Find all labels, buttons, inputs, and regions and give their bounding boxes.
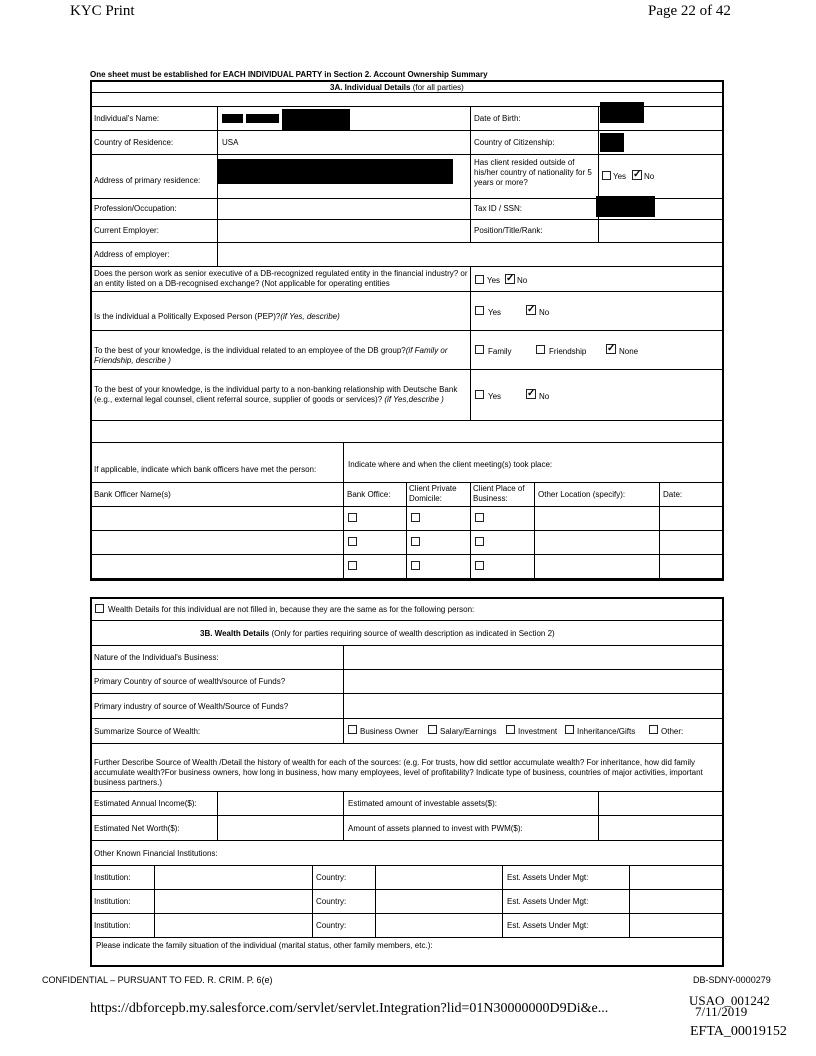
business-checkbox[interactable] (475, 561, 484, 570)
related-friendship-checkbox[interactable] (536, 345, 545, 354)
col-other-header: Other Location (specify): (538, 490, 626, 499)
officer-name-cell[interactable] (90, 506, 344, 531)
country-field[interactable] (375, 889, 503, 914)
country-field[interactable] (375, 913, 503, 938)
officers-label: If applicable, indicate which bank officers have met the person: (94, 465, 317, 474)
pep-no-checkbox-checked[interactable]: ✓ (527, 304, 536, 315)
nonbank-yes-checkbox[interactable] (475, 390, 484, 399)
dob-label: Date of Birth: (474, 114, 521, 123)
senior-no-checkbox-checked[interactable]: ✓ (506, 273, 515, 284)
redaction-block (246, 114, 279, 123)
name-label: Individual's Name: (94, 114, 160, 123)
net-worth-label: Estimated Net Worth($): (94, 824, 180, 833)
institution-field[interactable] (154, 913, 313, 938)
planned-label: Amount of assets planned to invest with PWM($): (348, 824, 523, 833)
industry-source-label: Primary industry of source of Wealth/Source of Funds? (94, 702, 289, 711)
nonbank-no-checkbox-checked[interactable]: ✓ (527, 388, 536, 399)
investable-label: Estimated amount of investable assets($): (348, 799, 497, 808)
col-domicile-header: Client Private Domicile: (409, 484, 457, 503)
domicile-checkbox[interactable] (411, 561, 420, 570)
related-family-checkbox[interactable] (475, 345, 484, 354)
family-situation-label: Please indicate the family situation of the individual (marital status, other family members, etc.): (96, 941, 433, 950)
col-date-header: Date: (663, 490, 683, 499)
planned-field[interactable] (598, 815, 724, 841)
nature-field[interactable] (343, 645, 724, 670)
officer-name-cell[interactable] (90, 530, 344, 555)
date-cell[interactable] (659, 554, 724, 579)
senior-yes-checkbox[interactable] (475, 275, 484, 284)
office-checkbox[interactable] (348, 537, 357, 546)
usao-number: USAO_001242 (689, 993, 770, 1008)
related-none-checkbox-checked[interactable]: ✓ (607, 343, 616, 354)
other-fi-label: Other Known Financial Institutions: (94, 849, 218, 858)
assets-field[interactable] (629, 889, 724, 914)
section-3a-title: 3A. Individual Details (for all parties) (330, 83, 464, 92)
same-as-text: Wealth Details for this individual are not filled in, because they are the same as for the following person: (108, 605, 475, 614)
institution-field[interactable] (154, 865, 313, 890)
assets-field[interactable] (629, 913, 724, 938)
pep-question: Is the individual a Politically Exposed Person (PEP)?(if Yes, describe) (94, 312, 340, 321)
annual-income-label: Estimated Annual Income($): (94, 799, 197, 808)
divider (90, 92, 724, 93)
source-url[interactable]: https://dbforcepb.my.salesforce.com/servlet/servlet.Integration?lid=01N30000000D9Di&e... (90, 1001, 609, 1016)
domicile-checkbox[interactable] (411, 513, 420, 522)
senior-question: Does the person work as senior executive of a DB-recognized regulated entity in the financial industry? or an entity listed on a DB-recognised exchange? (Not applicable for operating entities (94, 269, 468, 288)
assets-field[interactable] (629, 865, 724, 890)
officer-name-cell[interactable] (90, 554, 344, 579)
section-3b-title: 3B. Wealth Details (Only for parties requiring source of wealth description as indicated in Section 2) (200, 629, 555, 638)
country-field[interactable] (375, 865, 503, 890)
position-label: Position/Title/Rank: (474, 226, 543, 235)
redaction-block (600, 102, 644, 123)
redaction-block (217, 159, 453, 184)
other-location-cell[interactable] (534, 506, 660, 531)
other-location-cell[interactable] (534, 554, 660, 579)
meeting-label: Indicate where and when the client meeting(s) took place: (348, 460, 553, 469)
outside-yes-checkbox[interactable] (602, 171, 611, 180)
residence-value: USA (222, 138, 239, 147)
confidential-notice: CONFIDENTIAL – PURSUANT TO FED. R. CRIM. P. 6(e) (42, 975, 273, 985)
office-checkbox[interactable] (348, 561, 357, 570)
page-number: Page 22 of 42 (648, 3, 731, 19)
business-owner-checkbox[interactable] (348, 725, 357, 734)
redaction-block (596, 196, 655, 217)
col-business-header: Client Place of Business: (473, 484, 525, 503)
salary-checkbox[interactable] (428, 725, 437, 734)
domicile-checkbox[interactable] (411, 537, 420, 546)
print-date: 7/11/2019 (695, 1004, 748, 1019)
profession-field[interactable] (217, 198, 471, 220)
col-office-header: Bank Office: (347, 490, 391, 499)
institution-field[interactable] (154, 889, 313, 914)
industry-source-field[interactable] (343, 693, 724, 719)
profession-label: Profession/Occupation: (94, 204, 177, 213)
summarize-label: Summarize Source of Wealth: (94, 727, 201, 736)
redaction-block (222, 114, 243, 123)
inheritance-checkbox[interactable] (565, 725, 574, 734)
pep-yes-checkbox[interactable] (475, 306, 484, 315)
employer-field[interactable] (217, 219, 471, 243)
related-question: To the best of your knowledge, is the individual related to an employee of the DB group?(if Family or Friendship, describe ) (94, 346, 448, 365)
office-checkbox[interactable] (348, 513, 357, 522)
efta-number: EFTA_00019152 (690, 1024, 787, 1039)
redaction-block (600, 133, 624, 152)
citizenship-label: Country of Citizenship: (474, 138, 555, 147)
address-label: Address of primary residence: (94, 176, 201, 185)
instruction-text: One sheet must be established for EACH INDIVIDUAL PARTY in Section 2. Account Ownership Summary (90, 70, 488, 79)
taxid-label: Tax ID / SSN: (474, 204, 523, 213)
header-title: KYC Print (70, 3, 135, 19)
investable-field[interactable] (598, 791, 724, 816)
annual-income-field[interactable] (217, 791, 344, 816)
employer-label: Current Employer: (94, 226, 159, 235)
other-location-cell[interactable] (534, 530, 660, 555)
other-checkbox[interactable] (649, 725, 658, 734)
date-cell[interactable] (659, 506, 724, 531)
col-officer-header: Bank Officer Name(s) (94, 490, 171, 499)
employer-address-field[interactable] (217, 242, 724, 267)
business-checkbox[interactable] (475, 537, 484, 546)
outside-question: Has client resided outside of his/her country of nationality for 5 years or more? (474, 158, 592, 187)
nature-label: Nature of the Individual's Business: (94, 653, 219, 662)
country-source-field[interactable] (343, 669, 724, 694)
outside-no-checkbox-checked[interactable]: ✓ (633, 169, 642, 180)
position-field[interactable] (598, 219, 724, 243)
residence-label: Country of Residence: (94, 138, 174, 147)
business-checkbox[interactable] (475, 513, 484, 522)
investment-checkbox[interactable] (506, 725, 515, 734)
further-describe-text: Further Describe Source of Wealth /Detail the history of wealth for each of the sources: (e.g. For trusts, how did settlor accumulate wealth? For inheritance, how did family accumulate wealth?For business owners, how long in business, how many employees, level of profitability? Indicate type of business, countries of major activities, important business partners.) (94, 758, 703, 787)
nonbank-question: To the best of your knowledge, is the individual party to a non-banking relationship with Deutsche Bank (e.g., external legal counsel, client referral source, supplier of goods or services)? (if Yes,describe ) (94, 385, 458, 404)
redaction-block (282, 109, 350, 130)
employer-address-label: Address of employer: (94, 250, 170, 259)
date-cell[interactable] (659, 530, 724, 555)
country-source-label: Primary Country of source of wealth/source of Funds? (94, 677, 286, 686)
same-as-checkbox[interactable] (95, 604, 104, 613)
net-worth-field[interactable] (217, 815, 344, 841)
bates-number: DB-SDNY-0000279 (693, 975, 771, 985)
